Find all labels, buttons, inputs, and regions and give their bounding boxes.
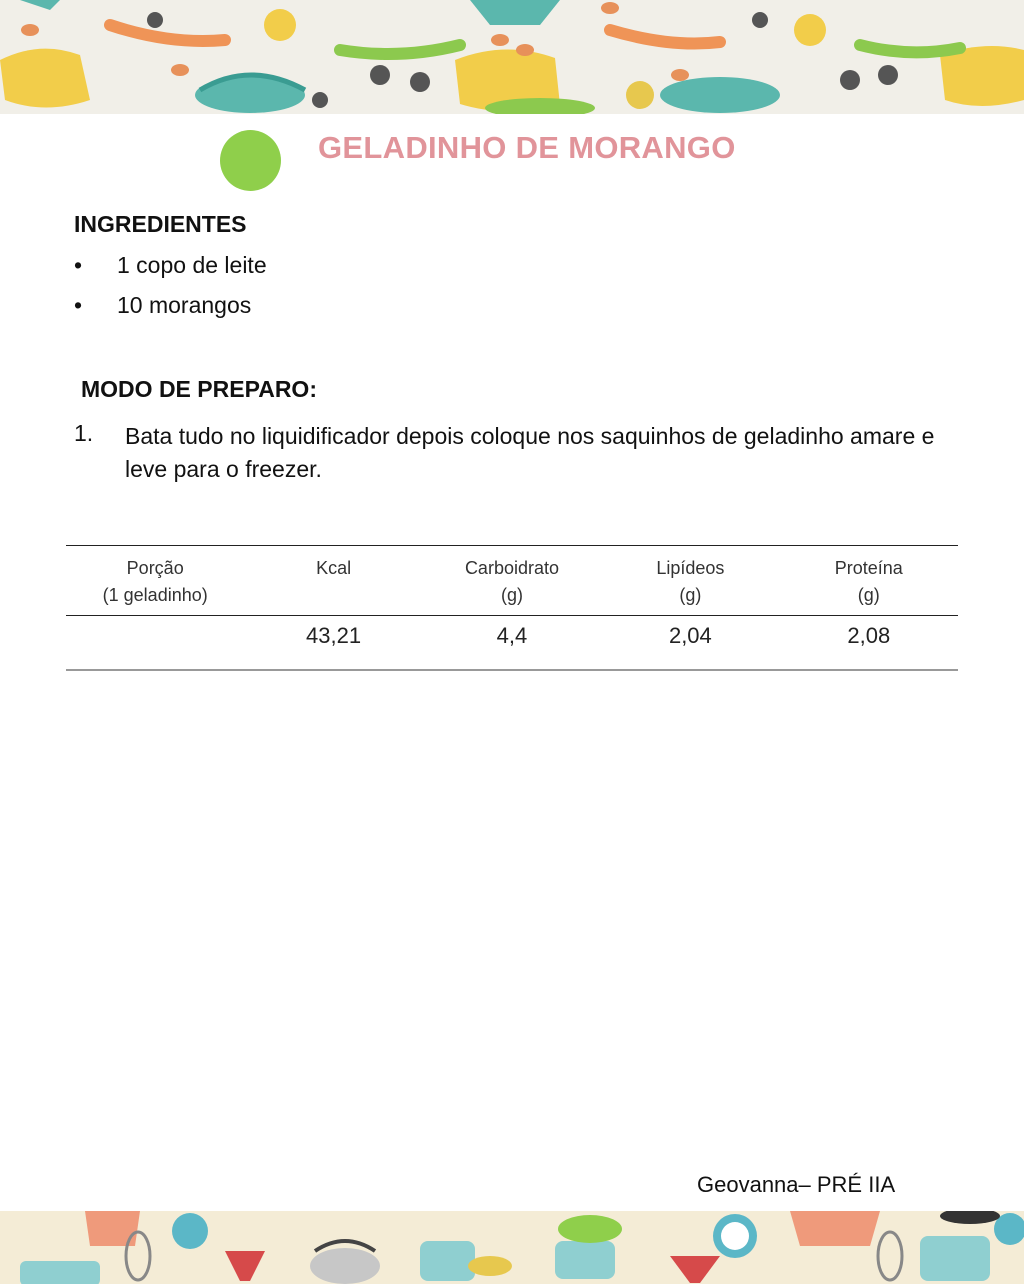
header-line: (g) <box>857 585 880 605</box>
header-line: (g) <box>500 585 523 605</box>
bullet-icon: • <box>74 292 83 318</box>
preparation-heading: MODO DE PREPARO: <box>81 376 317 402</box>
table-row <box>66 616 958 671</box>
table-cell: 2,08 <box>780 616 958 671</box>
header-line: (g) <box>679 585 702 605</box>
author-footer: Geovanna– PRÉ IIA <box>697 1172 896 1197</box>
sausage-icon <box>110 25 720 44</box>
table-cell <box>66 616 244 671</box>
bottom-decorative-banner <box>0 1211 1024 1284</box>
table-cell: 2,04 <box>601 616 779 671</box>
coffee-bean-icon <box>21 2 689 81</box>
step-text: Bata tudo no liquidificador depois coloque nos saquinhos de geladinho amare e leve para o freezer. <box>125 423 935 482</box>
ingredient-text: 1 copo de leite <box>117 252 267 278</box>
top-decorative-banner <box>0 0 1024 114</box>
recipe-title: GELADINHO DE MORANGO <box>318 130 736 165</box>
header-line: Kcal <box>316 558 352 578</box>
table-header-row <box>66 546 958 616</box>
header-line: Porção <box>126 558 184 578</box>
title-dot-decoration <box>220 130 281 191</box>
header-line: (1 geladinho) <box>102 585 208 605</box>
header-line: Carboidrato <box>464 558 559 578</box>
table-header-cell <box>66 546 244 616</box>
bullet-icon: • <box>74 252 83 278</box>
table-header-cell <box>601 546 779 616</box>
step-number: 1. <box>74 420 94 446</box>
header-line: Lipídeos <box>656 558 725 578</box>
table-header-cell <box>423 546 601 616</box>
header-line: Proteína <box>834 558 903 578</box>
ingredient-text: 10 morangos <box>117 292 252 318</box>
nutrition-table <box>66 545 958 671</box>
ingredients-heading: INGREDIENTES <box>74 211 247 237</box>
table-header-cell <box>244 546 422 616</box>
table-cell: 43,21 <box>244 616 422 671</box>
table-header-cell <box>780 546 958 616</box>
table-cell: 4,4 <box>423 616 601 671</box>
